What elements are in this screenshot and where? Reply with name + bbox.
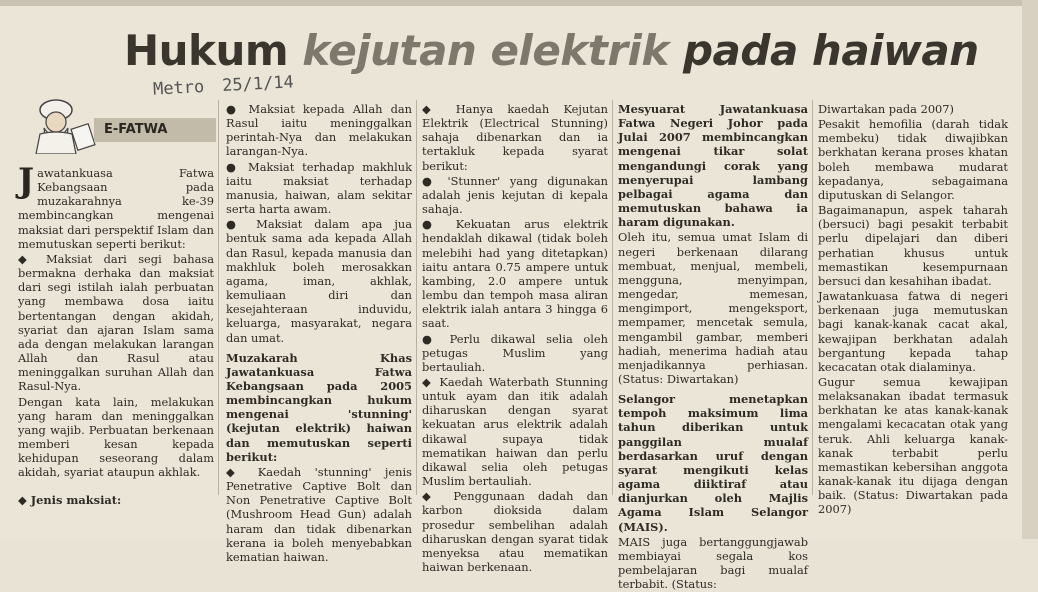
col2-paragraph-1: ● Maksiat kepada Allah dan Rasul iaitu meninggalkan perintah-Nya dan melakukan larangan-Nya. (226, 102, 412, 159)
column-1 (18, 161, 214, 509)
col4-heading-1: Mesyuarat Jawatankuasa Fatwa Negeri Johor pada Julai 2007 membincangkan mengenai tikar solat mengandungi corak yang menyerupai lambang pelbagai agama dan memutuskan bahawa ia haram digunakan. (618, 102, 808, 230)
col3-paragraph-1: ◆ Hanya kaedah Kejutan Elektrik (Electrical Stunning) sahaja dibenarkan dan ia tertakluk kepada syarat berikut: (422, 102, 608, 173)
col5-paragraph-0: Diwartakan pada 2007) (818, 102, 954, 116)
col5-paragraph-1: Pesakit hemofilia (darah tidak membeku) tidak diwajibkan berkhatan kerana proses khatan boleh membawa mudarat kepadanya, sebagaimana diputuskan di Selangor. (818, 117, 1008, 202)
article-headline (124, 26, 979, 75)
col2-paragraph-4: ◆ Kaedah 'stunning' jenis Penetrative Captive Bolt dan Non Penetrative Captive Bolt (Mushroom Head Gun) adalah haram dan tidak dibenarkan kerana ia boleh menyebabkan kematian haiwan. (226, 464, 412, 564)
column-5 (818, 102, 1008, 518)
headline-part-3: pada haiwan (682, 26, 979, 75)
col3-paragraph-3: ● Kekuatan arus elektrik hendaklah dikawal (tidak boleh melebihi had yang ditetapkan) iaitu antara 0.75 ampere untuk kambing, 2.0 ampere untuk lembu dan tempoh masa aliran elektrik ialah antara 3 hingga 6 saat. (422, 217, 608, 331)
col1-paragraph-3: Dengan kata lain, melakukan yang haram dan meninggalkan yang wajib. Perbuatan berkenaan memberi kesan kepada kehidupan seseorang dalam akidah, syariat ataupun akhlak. (18, 394, 214, 480)
column-divider (416, 100, 417, 495)
col4-paragraph-2: MAIS juga bertanggungjawab membiayai segala kos pembelajaran bagi mualaf terbabit. (Status: (618, 534, 808, 592)
column-divider (812, 100, 813, 495)
drop-cap: J (18, 161, 35, 201)
col5-paragraph-4: Gugur semua kewajipan melaksanakan ibadat termasuk berkhatan ke atas kanak-kanak mengalami kecacatan otak yang teruk. Ahli keluarga kanak-kanak terbabit perlu memastikan kebersihan anggota kanak-kanak itu dijaga dengan baik. (Status: Diwartakan pada 2007) (818, 374, 1008, 517)
page-edge-right (1022, 0, 1038, 539)
col2-heading: Muzakarah Khas Jawatankuasa Fatwa Kebangsaan pada 2005 membincangkan hukum mengenai 'stunning' (kejutan elektrik) haiwan dan memutuskan seperti berikut: (226, 350, 412, 464)
col5-paragraph-3: Jawatankuasa fatwa di negeri berkenaan juga memutuskan bagi kanak-kanak cacat akal, kewajipan berkhatan adalah bergantung kepada tahap kecacatan otak dialaminya. (818, 289, 1008, 374)
column-3 (422, 102, 608, 575)
handwritten-date: 25/1/14 (221, 72, 295, 97)
column-4 (618, 102, 808, 592)
page-edge-top (0, 0, 1038, 6)
col3-paragraph-5: ◆ Kaedah Waterbath Stunning untuk ayam dan itik adalah diharuskan dengan syarat kekuatan arus elektrik adalah dikawal supaya tidak mematikan haiwan dan perlu dikawal selia oleh petugas Muslim bertauliah. (422, 374, 608, 489)
col3-paragraph-6: ◆ Penggunaan dadah dan karbon dioksida dalam prosedur sembelihan adalah diharuskan dengan syarat tidak menyeksa atau mematikan haiwan berkenaan. (422, 489, 608, 574)
handwritten-annotation (153, 72, 295, 99)
headline-part-1: Hukum (124, 26, 303, 75)
column-divider (218, 100, 219, 495)
column-divider (612, 100, 613, 495)
col1-paragraph-1: Jawatankuasa Fatwa Kebangsaan pada muzakarahnya ke-39 membincangkan mengenai maksiat dari perspektif Islam dan memutuskan seperti berikut: (18, 161, 214, 251)
handwritten-paper-name: Metro (152, 77, 205, 100)
col3-paragraph-4: ● Perlu dikawal selia oleh petugas Muslim yang bertauliah. (422, 331, 608, 374)
col5-paragraph-2: Bagaimanapun, aspek taharah (bersuci) bagi pesakit terbabit perlu dipelajari dan diberi perhatian khusus untuk memastikan kesempurnaan bersuci dan kesahihan ibadat. (818, 203, 1008, 288)
headline-part-2: kejutan elektrik (302, 26, 683, 75)
col2-paragraph-2: ● Maksiat terhadap makhluk iaitu maksiat terhadap manusia, haiwan, alam sekitar serta harta awam. (226, 159, 412, 217)
col3-paragraph-2: ● 'Stunner' yang digunakan adalah jenis kejutan di kepala sahaja. (422, 173, 608, 217)
col4-heading-2: Selangor menetapkan tempoh maksimum lima tahun diberikan untuk panggilan mualaf berdasarkan uruf dengan syarat mengikuti kelas agama diiktiraf atau dianjurkan oleh Majlis Agama Islam Selangor (MAIS). (618, 392, 808, 534)
col1-paragraph-2: ◆ Maksiat dari segi bahasa bermakna derhaka dan maksiat dari segi istilah ialah perbuatan yang membawa dosa iaitu bertentangan dengan akidah, syariat dan ajaran Islam sama ada dengan melakukan larangan Allah dan Rasul atau meninggalkan suruhan Allah dan Rasul-Nya. (18, 251, 214, 394)
col2-paragraph-3: ● Maksiat dalam apa jua bentuk sama ada kepada Allah dan Rasul, kepada manusia dan makhluk boleh merosakkan agama, iman, akhlak, kemuliaan diri dan kesejahteraan induvidu, keluarga, masyarakat, negara dan umat. (226, 217, 412, 345)
scholar-illustration-icon (26, 96, 98, 154)
column-2 (226, 102, 412, 565)
section-label: E-FATWA (104, 122, 168, 137)
col1-subheading: ◆ Jenis maksiat: (18, 493, 122, 508)
col4-paragraph-1: Oleh itu, semua umat Islam di negeri berkenaan dilarang membuat, menjual, membeli, mengguna, menyimpan, mengedar, memesan, mengimport, mengeksport, mempamer, mencetak semula, mengambil gambar, memberi hadiah, menerima hadiah atau menjadikannya perhiasan. (Status: Diwartakan) (618, 230, 808, 386)
